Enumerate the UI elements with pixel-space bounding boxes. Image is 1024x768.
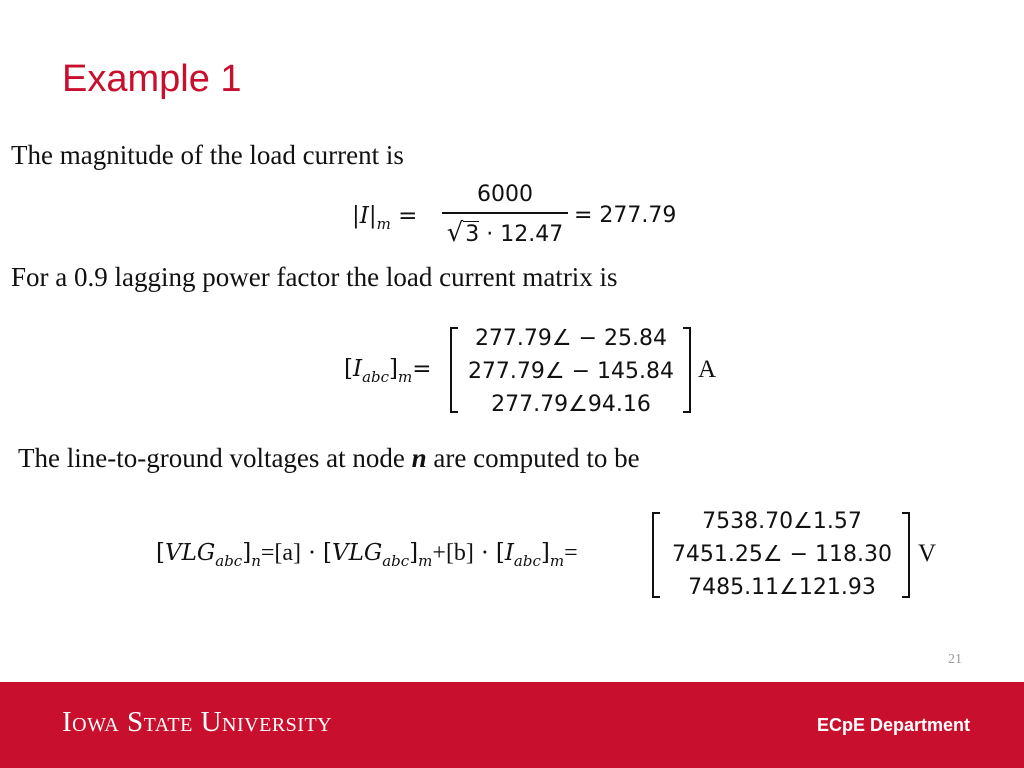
eq1-result: = 277.79 xyxy=(574,203,677,228)
unit-amps: A xyxy=(698,356,717,383)
paragraph-power-factor: For a 0.9 lagging power factor the load current matrix is xyxy=(11,262,618,292)
eq2-lhs: $[I_{abc}]_m=$ xyxy=(344,356,432,386)
matrix-row: 7485.11∠121.93 xyxy=(688,575,876,600)
unit-volts: V xyxy=(918,540,937,567)
university-logo: Iowa State University xyxy=(62,706,333,738)
eq3-lhs: $[VLG_{abc}]_n=[a] \cdot [VLG_{abc}]_m+[b] \cdot [I_{abc}]_m=$ xyxy=(156,540,578,570)
eq1-lhs: $|I|_m$ = xyxy=(352,203,418,233)
footer-bar xyxy=(0,682,1024,768)
matrix-row: 7451.25∠ − 118.30 xyxy=(671,542,893,567)
matrix-row: 277.79∠94.16 xyxy=(491,392,651,417)
matrix-row: 277.79∠ − 145.84 xyxy=(467,359,675,384)
matrix-right-bracket xyxy=(902,512,910,598)
eq1-numerator: 6000 xyxy=(477,182,533,207)
paragraph-load-current-magnitude: The magnitude of the load current is xyxy=(11,140,404,170)
eq1-fraction xyxy=(442,182,568,248)
matrix-right-bracket xyxy=(683,327,691,413)
paragraph-line-to-ground: The line-to-ground voltages at node n are computed to be xyxy=(18,443,640,473)
page-number: 21 xyxy=(948,652,962,667)
matrix-row: 277.79∠ − 25.84 xyxy=(474,326,668,351)
current-matrix xyxy=(456,322,686,421)
fraction-bar xyxy=(442,212,568,214)
slide-title: Example 1 xyxy=(62,58,242,100)
department-label: ECpE Department xyxy=(816,715,970,735)
voltage-matrix xyxy=(659,505,905,604)
matrix-row: 7538.70∠1.57 xyxy=(702,509,862,534)
eq1-denominator: √3 · 12.47 xyxy=(446,218,564,248)
